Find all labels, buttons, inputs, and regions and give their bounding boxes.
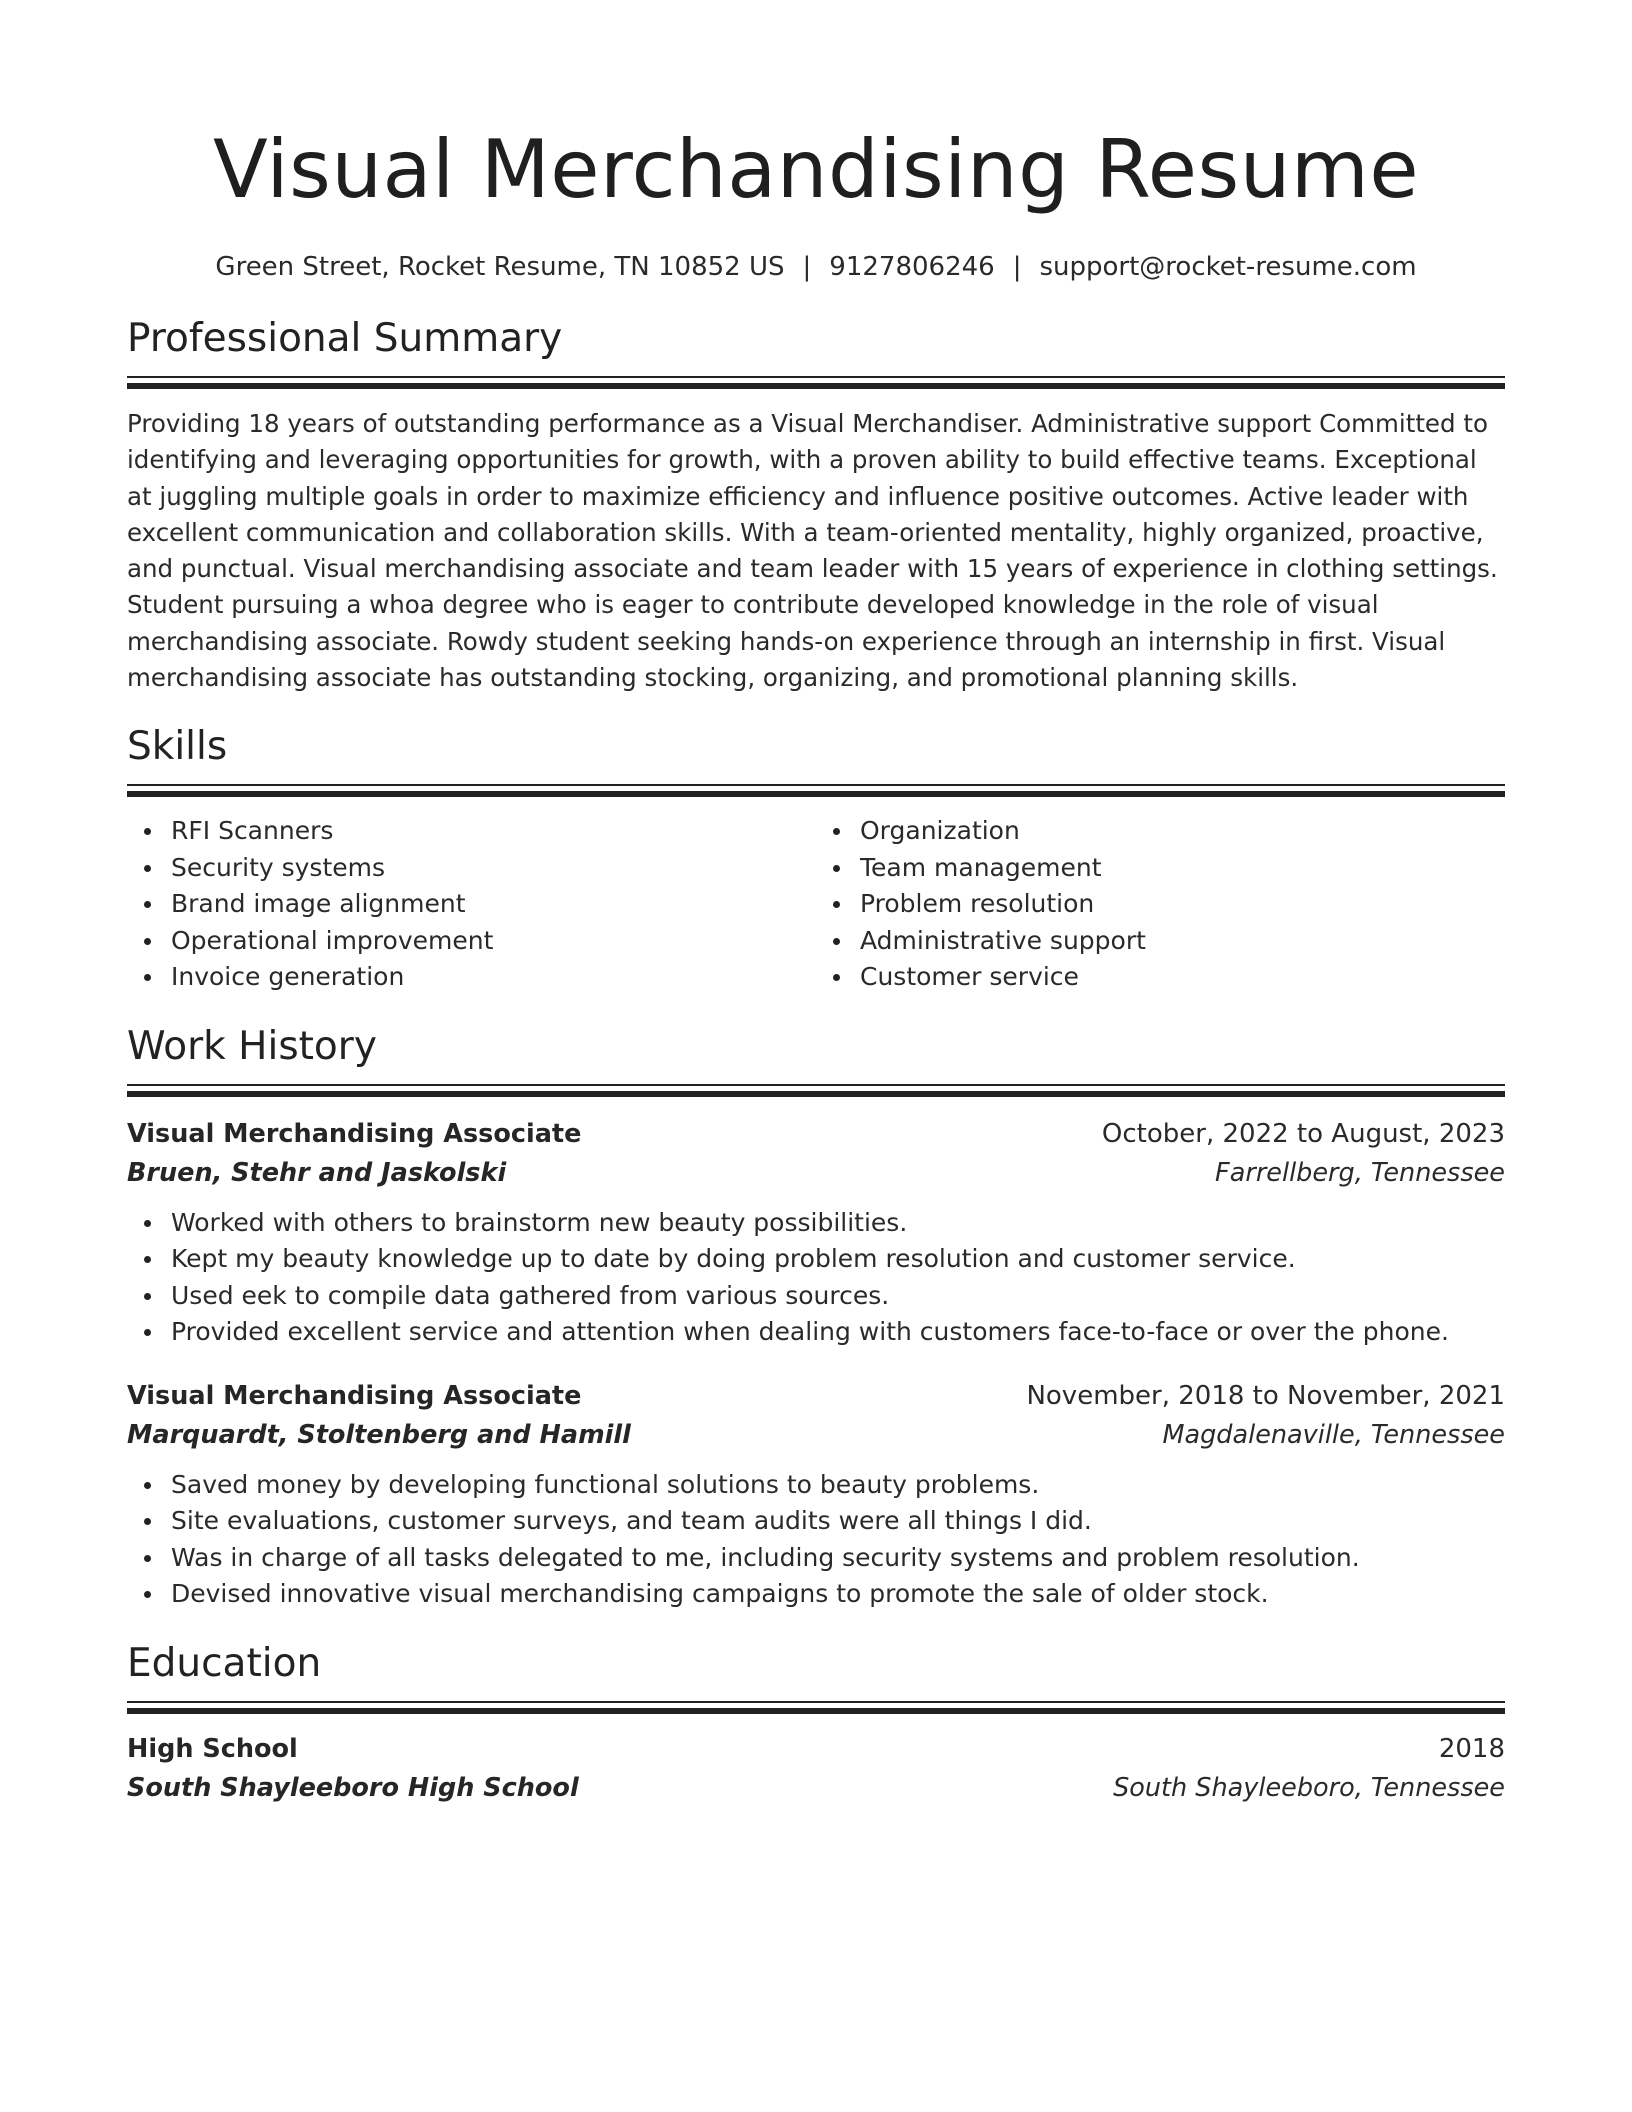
job-duty-item: Worked with others to brainstorm new beauty possibilities. [171, 1205, 1505, 1242]
job-location: Farrellberg, Tennessee [1215, 1157, 1505, 1188]
job-company-row [127, 1153, 1505, 1193]
skills-grid [127, 813, 1505, 996]
section-divider [127, 376, 1505, 389]
job-duties-list [127, 1205, 1505, 1351]
job-title: Visual Merchandising Associate [127, 1380, 582, 1411]
professional-summary-section [127, 314, 1505, 696]
contact-separator: | [802, 252, 812, 282]
summary-text: Providing 18 years of outstanding performance as a Visual Merchandiser. Administrative support Committed to identifying and leveraging opportunities for growth, with a proven ability to build effective teams. Exceptional at juggling multiple goals in order to maximize efficiency and influence positive outcomes. Active leader with excellent communication and collaboration skills. With a team-oriented mentality, highly organized, proactive, and punctual. Visual merchandising associate and team leader with 15 years of experience in clothing settings. Student pursuing a whoa degree who is eager to contribute developed knowledge in the role of visual merchandising associate. Rowdy student seeking hands-on experience through an internship in first. Visual merchandising associate has outstanding stocking, organizing, and promotional planning skills. [127, 409, 1498, 693]
education-school: South Shayleeboro High School [127, 1772, 579, 1803]
job-duty-item: Saved money by developing functional solutions to beauty problems. [171, 1467, 1505, 1504]
job-dates: October, 2022 to August, 2023 [1101, 1118, 1505, 1149]
section-divider [127, 1084, 1505, 1097]
work-history-section [127, 1022, 1505, 1613]
resume-name: Visual Merchandising Resume [212, 123, 1420, 216]
job-title: Visual Merchandising Associate [127, 1118, 582, 1149]
job-company-row [127, 1415, 1505, 1455]
education-degree: High School [127, 1733, 298, 1764]
skill-item: Team management [860, 850, 1505, 887]
job-header-row [127, 1377, 1505, 1415]
education-header-row [127, 1730, 1505, 1768]
skill-item: RFI Scanners [171, 813, 816, 850]
skills-section [127, 722, 1505, 996]
contact-separator: | [1012, 252, 1022, 282]
contact-address: Green Street, Rocket Resume, TN 10852 US [215, 252, 785, 282]
job-duty-item: Used eek to compile data gathered from various sources. [171, 1278, 1505, 1315]
contact-line [127, 250, 1505, 284]
skills-column-left [127, 813, 816, 996]
skill-item: Administrative support [860, 923, 1505, 960]
job-dates: November, 2018 to November, 2021 [1026, 1380, 1505, 1411]
contact-email: support@rocket-resume.com [1039, 252, 1417, 282]
contact-phone: 9127806246 [829, 252, 995, 282]
section-title-education: Education [127, 1640, 322, 1686]
job-duty-item: Provided excellent service and attention when dealing with customers face-to-face or over the phone. [171, 1314, 1505, 1351]
section-divider [127, 1701, 1505, 1714]
job-company: Bruen, Stehr and Jaskolski [127, 1157, 507, 1188]
education-entry [127, 1730, 1505, 1808]
job-duty-item: Site evaluations, customer surveys, and team audits were all things I did. [171, 1503, 1505, 1540]
section-title-summary: Professional Summary [127, 316, 563, 361]
job-duty-item: Devised innovative visual merchandising campaigns to promote the sale of older stock. [171, 1576, 1505, 1613]
job-entry [127, 1115, 1505, 1351]
education-school-row [127, 1768, 1505, 1808]
job-duty-item: Was in charge of all tasks delegated to me, including security systems and problem resolution. [171, 1540, 1505, 1577]
education-section [127, 1639, 1505, 1808]
skills-column-right [816, 813, 1505, 996]
job-duties-list [127, 1467, 1505, 1613]
section-divider [127, 784, 1505, 797]
skill-item: Customer service [860, 959, 1505, 996]
section-title-skills: Skills [127, 724, 228, 770]
job-company: Marquardt, Stoltenberg and Hamill [127, 1419, 631, 1450]
skill-item: Organization [860, 813, 1505, 850]
job-duty-item: Kept my beauty knowledge up to date by doing problem resolution and customer service. [171, 1241, 1505, 1278]
skill-item: Brand image alignment [171, 886, 816, 923]
education-location: South Shayleeboro, Tennessee [1113, 1772, 1505, 1803]
job-location: Magdalenaville, Tennessee [1162, 1419, 1505, 1450]
section-title-work-history: Work History [127, 1023, 377, 1069]
job-header-row [127, 1115, 1505, 1153]
skill-item: Invoice generation [171, 959, 816, 996]
job-entry [127, 1377, 1505, 1613]
education-year: 2018 [1438, 1733, 1505, 1764]
skill-item: Security systems [171, 850, 816, 887]
skill-item: Problem resolution [860, 886, 1505, 923]
skill-item: Operational improvement [171, 923, 816, 960]
